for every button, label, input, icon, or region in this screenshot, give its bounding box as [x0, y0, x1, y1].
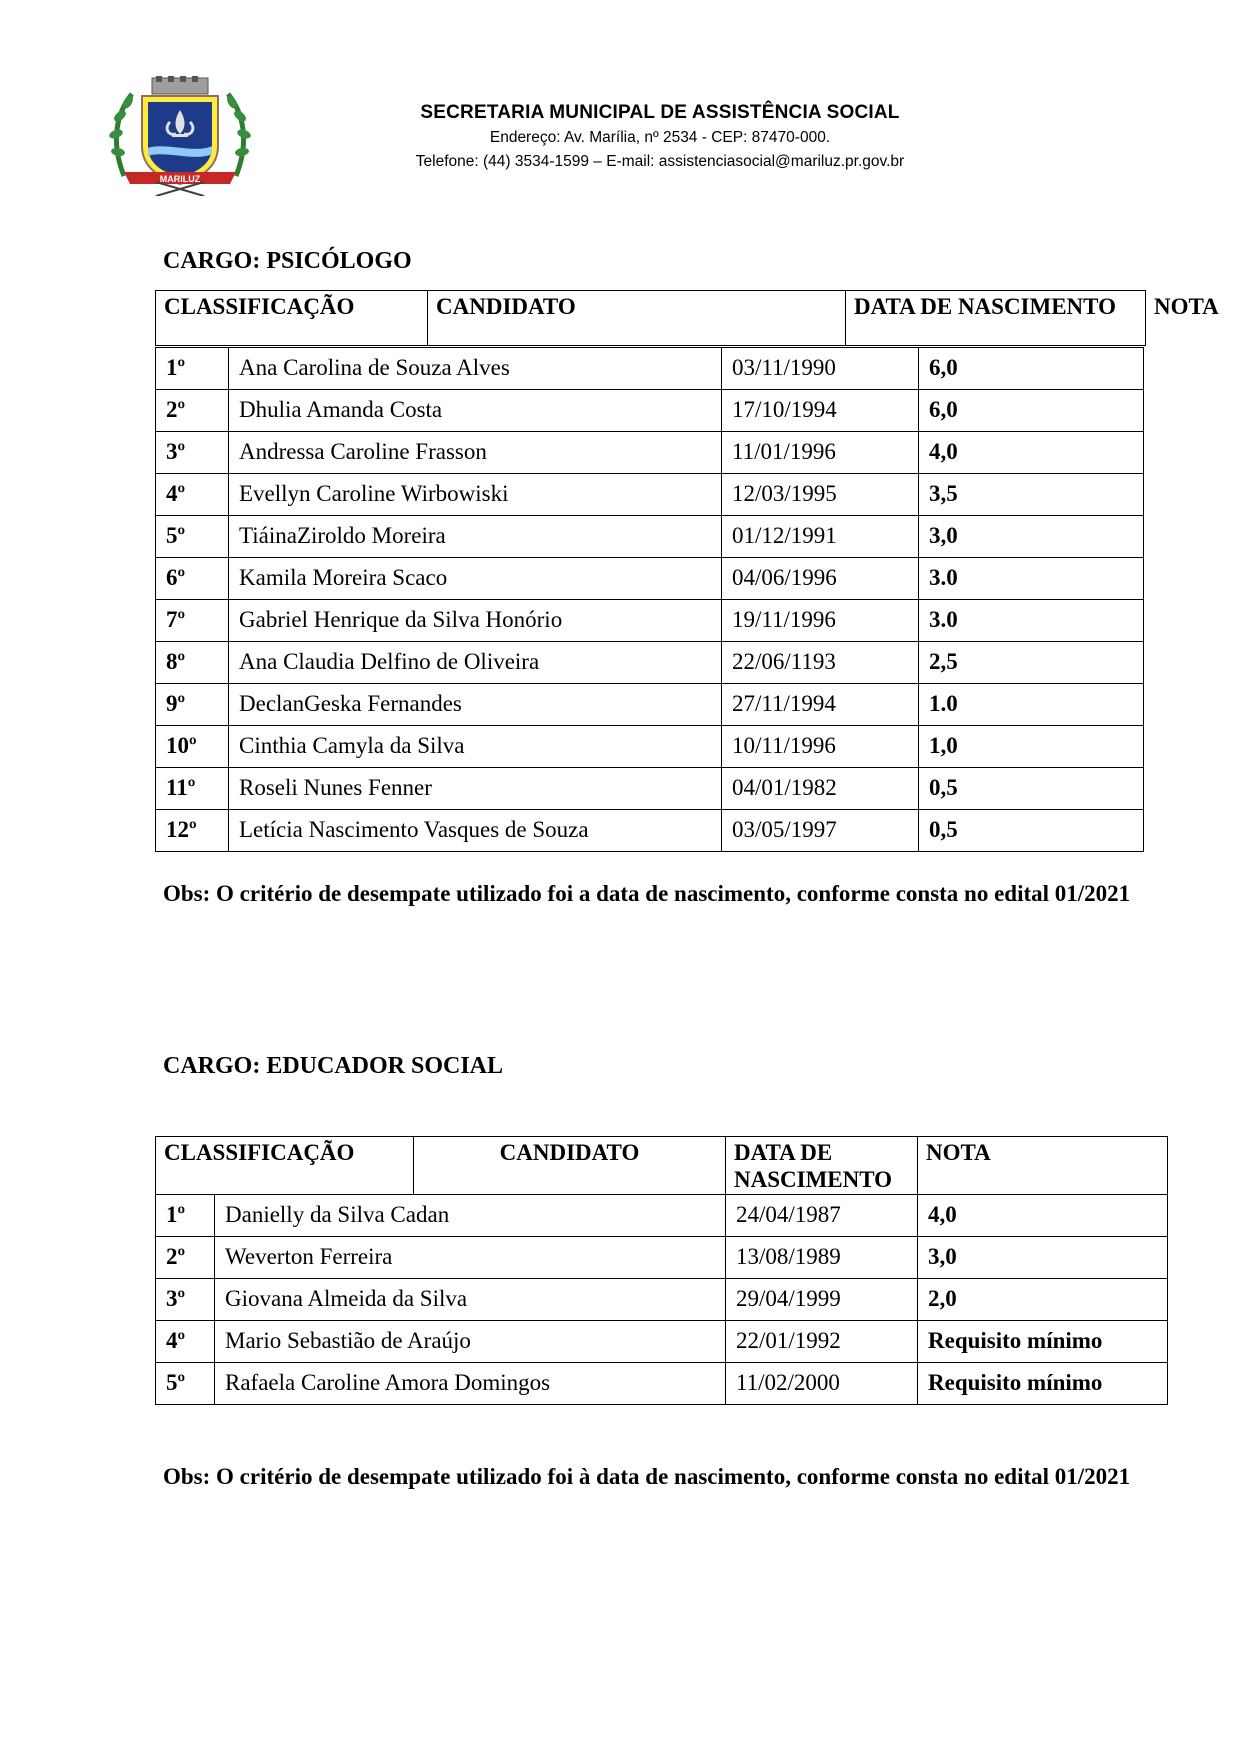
table-row [156, 1195, 1168, 1237]
birth-date-cell: 11/01/1996 [722, 432, 919, 474]
candidate-name-cell: Weverton Ferreira [215, 1237, 726, 1279]
nota-cell: 3.0 [919, 600, 1144, 642]
table-row [156, 474, 1144, 516]
candidate-name-cell: Roseli Nunes Fenner [229, 768, 722, 810]
birth-date-cell: 11/02/2000 [726, 1363, 918, 1405]
nota-cell: 3,0 [918, 1237, 1168, 1279]
logo-ribbon-text: MARILUZ [159, 174, 201, 184]
birth-date-cell: 03/05/1997 [722, 810, 919, 852]
rank-cell: 1º [156, 1195, 215, 1237]
rank-cell: 4º [156, 1321, 215, 1363]
table-row [156, 432, 1144, 474]
rank-cell: 3º [156, 1279, 215, 1321]
candidate-name-cell: Kamila Moreira Scaco [229, 558, 722, 600]
birth-date-cell: 22/01/1992 [726, 1321, 918, 1363]
rank-cell: 3º [156, 432, 229, 474]
table-row [156, 558, 1144, 600]
nota-cell: 2,5 [919, 642, 1144, 684]
table-row [156, 768, 1144, 810]
nota-cell: Requisito mínimo [918, 1363, 1168, 1405]
table-row [156, 684, 1144, 726]
table-row [156, 1363, 1168, 1405]
nota-cell: 3,5 [919, 474, 1144, 516]
nota-cell: 6,0 [919, 348, 1144, 390]
nota-cell: 3,0 [919, 516, 1144, 558]
rank-cell: 8º [156, 642, 229, 684]
nota-cell: Requisito mínimo [918, 1321, 1168, 1363]
table-row [156, 600, 1144, 642]
table-row [156, 810, 1144, 852]
candidate-name-cell: Cinthia Camyla da Silva [229, 726, 722, 768]
rank-cell: 2º [156, 1237, 215, 1279]
header-nota: NOTA [918, 1137, 1168, 1195]
rank-cell: 6º [156, 558, 229, 600]
header-title: SECRETARIA MUNICIPAL DE ASSISTÊNCIA SOCIAL [420, 102, 900, 123]
rank-cell: 2º [156, 390, 229, 432]
table-row [156, 516, 1144, 558]
table-row [156, 1321, 1168, 1363]
nota-cell: 4,0 [918, 1195, 1168, 1237]
rank-cell: 9º [156, 684, 229, 726]
candidate-name-cell: Giovana Almeida da Silva [215, 1279, 726, 1321]
table-row [156, 1279, 1168, 1321]
table-row [156, 642, 1144, 684]
birth-date-cell: 01/12/1991 [722, 516, 919, 558]
rank-cell: 5º [156, 516, 229, 558]
birth-date-cell: 12/03/1995 [722, 474, 919, 516]
header-candidato: CANDIDATO [428, 291, 846, 346]
candidate-name-cell: Dhulia Amanda Costa [229, 390, 722, 432]
birth-date-cell: 24/04/1987 [726, 1195, 918, 1237]
psicologo-obs: Obs: O critério de desempate utilizado foi a data de nascimento, conforme consta no edital 01/2021 [163, 881, 1131, 906]
birth-date-cell: 19/11/1996 [722, 600, 919, 642]
nota-cell: 0,5 [919, 768, 1144, 810]
rank-cell: 7º [156, 600, 229, 642]
rank-cell: 12º [156, 810, 229, 852]
header-address: Endereço: Av. Marília, nº 2534 - CEP: 87470-000. [489, 129, 831, 146]
birth-date-cell: 27/11/1994 [722, 684, 919, 726]
table-row [156, 1237, 1168, 1279]
birth-date-cell: 13/08/1989 [726, 1237, 918, 1279]
educador-obs: Obs: O critério de desempate utilizado foi à data de nascimento, conforme consta no edital 01/2021 [163, 1464, 1131, 1489]
rank-cell: 11º [156, 768, 229, 810]
rank-cell: 10º [156, 726, 229, 768]
document-header [380, 100, 940, 174]
rank-cell: 5º [156, 1363, 215, 1405]
birth-date-cell: 10/11/1996 [722, 726, 919, 768]
nota-cell: 2,0 [918, 1279, 1168, 1321]
birth-date-cell: 29/04/1999 [726, 1279, 918, 1321]
candidate-name-cell: Ana Claudia Delfino de Oliveira [229, 642, 722, 684]
nota-cell: 6,0 [919, 390, 1144, 432]
section-title-psicologo: CARGO: PSICÓLOGO [163, 248, 412, 274]
candidate-name-cell: DeclanGeska Fernandes [229, 684, 722, 726]
table-row [156, 348, 1144, 390]
section-title-educador: CARGO: EDUCADOR SOCIAL [163, 1053, 504, 1079]
rank-cell: 1º [156, 348, 229, 390]
candidate-name-cell: Danielly da Silva Cadan [215, 1195, 726, 1237]
candidate-name-cell: Andressa Caroline Frasson [229, 432, 722, 474]
psicologo-table-body [155, 347, 1144, 852]
candidate-name-cell: Gabriel Henrique da Silva Honório [229, 600, 722, 642]
table-row [156, 390, 1144, 432]
birth-date-cell: 17/10/1994 [722, 390, 919, 432]
table-row [156, 726, 1144, 768]
table-header-row: CLASSIFICAÇÃO CANDIDATO DATA DE NASCIMENTO NOTA [156, 291, 1146, 346]
coat-of-arms-logo [104, 76, 256, 196]
candidate-name-cell: Rafaela Caroline Amora Domingos [215, 1363, 726, 1405]
header-candidato: CANDIDATO [414, 1137, 726, 1195]
table-header-row [156, 1137, 1168, 1195]
nota-cell: 1.0 [919, 684, 1144, 726]
candidate-name-cell: Ana Carolina de Souza Alves [229, 348, 722, 390]
birth-date-cell: 03/11/1990 [722, 348, 919, 390]
psicologo-table [155, 290, 1219, 346]
candidate-name-cell: Evellyn Caroline Wirbowiski [229, 474, 722, 516]
nota-cell: 0,5 [919, 810, 1144, 852]
header-data-nascimento: DATA DE NASCIMENTO [726, 1137, 918, 1195]
rank-cell: 4º [156, 474, 229, 516]
candidate-name-cell: Mario Sebastião de Araújo [215, 1321, 726, 1363]
nota-cell: 3.0 [919, 558, 1144, 600]
educador-table [155, 1136, 1168, 1195]
educador-table-body [155, 1194, 1168, 1405]
nota-cell: 1,0 [919, 726, 1144, 768]
candidate-name-cell: Letícia Nascimento Vasques de Souza [229, 810, 722, 852]
header-data-nascimento: DATA DE NASCIMENTO [846, 291, 1146, 346]
header-classificacao: CLASSIFICAÇÃO [156, 291, 428, 346]
birth-date-cell: 04/01/1982 [722, 768, 919, 810]
birth-date-cell: 04/06/1996 [722, 558, 919, 600]
birth-date-cell: 22/06/1193 [722, 642, 919, 684]
header-contact: Telefone: (44) 3534-1599 – E-mail: assistenciasocial@mariluz.pr.gov.br [415, 153, 905, 170]
candidate-name-cell: TiáinaZiroldo Moreira [229, 516, 722, 558]
header-classificacao: CLASSIFICAÇÃO [156, 1137, 414, 1195]
nota-cell: 4,0 [919, 432, 1144, 474]
